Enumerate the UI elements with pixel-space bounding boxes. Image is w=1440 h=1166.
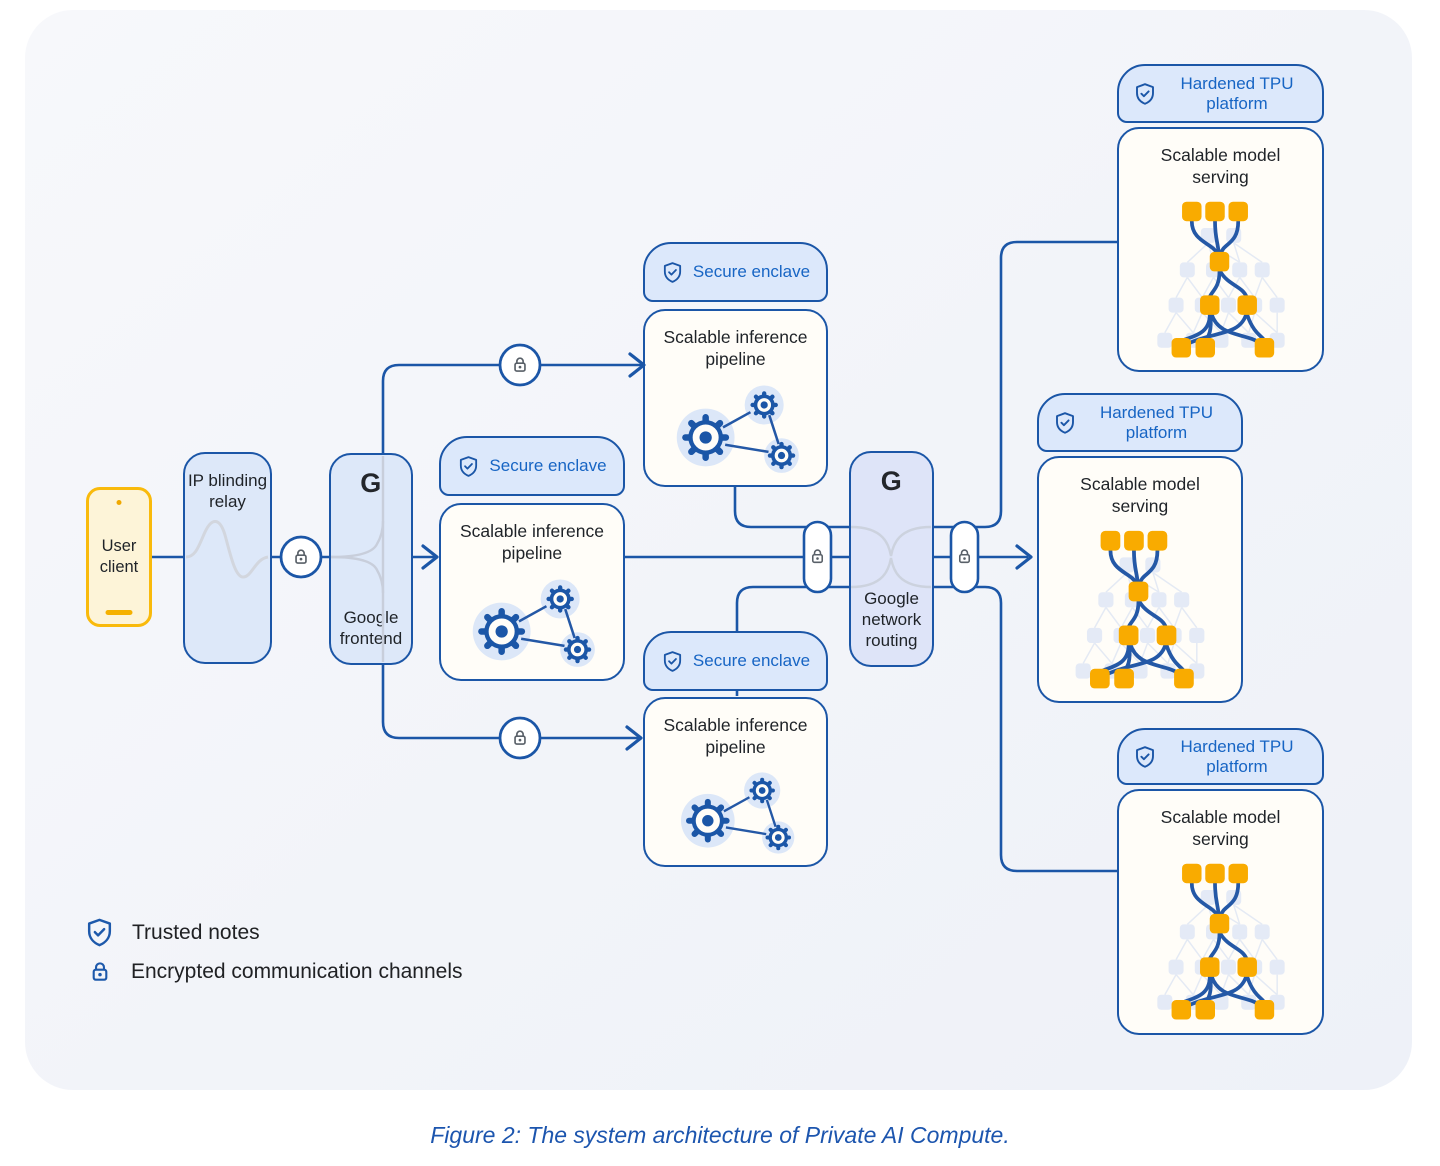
shield-check-icon [1133, 82, 1157, 106]
secure-enclave-label: Secure enclave [692, 262, 811, 282]
secure-enclave-label: Secure enclave [489, 456, 607, 476]
hardened-tpu-label: Hardened TPU platform [1180, 73, 1294, 113]
inference-pipeline-label: Scalable inference pipeline [663, 715, 808, 757]
legend-row-trusted-notes [84, 917, 260, 948]
gears-graphic [656, 371, 816, 483]
shield-check-icon [661, 261, 684, 284]
google-frontend-node [329, 453, 413, 665]
shield-check-icon [84, 917, 115, 948]
ip-blinding-relay-node [183, 452, 272, 664]
lock-icon [86, 958, 114, 986]
secure-enclave-badge-middle [439, 436, 625, 496]
google-frontend-label: Google frontend [339, 607, 403, 648]
ip-blinding-relay-label: IP blinding relay [187, 471, 268, 512]
model-serving-bottom-node [1117, 789, 1324, 1035]
hardened-tpu-badge-top [1117, 64, 1324, 123]
hardened-tpu-badge-bottom [1117, 728, 1324, 785]
legend-row-encrypted-channels [86, 958, 463, 986]
google-network-routing-node [849, 451, 934, 667]
shield-check-icon [457, 455, 480, 478]
google-g-logo: G [360, 468, 382, 498]
model-serving-label: Scalable model serving [1080, 474, 1200, 516]
hardened-tpu-badge-middle [1037, 393, 1243, 452]
user-client-label: User client [99, 536, 139, 576]
model-serving-top-node [1117, 127, 1324, 372]
legend-label: Trusted notes [132, 920, 260, 944]
shield-check-icon [661, 650, 684, 673]
secure-enclave-badge-bottom [643, 631, 828, 691]
hardened-tpu-label: Hardened TPU platform [1099, 402, 1214, 442]
user-client-node [86, 487, 152, 627]
hardened-tpu-label: Hardened TPU platform [1180, 736, 1294, 776]
secure-enclave-badge-top [643, 242, 828, 302]
google-g-logo: G [880, 466, 903, 496]
model-serving-label: Scalable model serving [1160, 145, 1281, 187]
google-network-routing-label: Google network routing [861, 588, 922, 650]
inference-pipeline-top-node [643, 309, 828, 487]
model-serving-network-graphic [1135, 189, 1307, 365]
inference-pipeline-bottom-node [643, 697, 828, 867]
phone-home-bar [106, 610, 133, 615]
shield-check-icon [1053, 411, 1077, 435]
model-serving-network-graphic [1054, 518, 1226, 696]
figure-caption: Figure 2: The system architecture of Private AI Compute. [430, 1122, 1010, 1148]
gears-graphic [452, 565, 612, 677]
legend-label: Encrypted communication channels [131, 960, 463, 983]
phone-camera-dot [117, 500, 122, 505]
model-serving-middle-node [1037, 456, 1243, 703]
model-serving-network-graphic [1135, 851, 1307, 1027]
inference-pipeline-middle-node [439, 503, 625, 681]
shield-check-icon [1133, 745, 1157, 769]
inference-pipeline-label: Scalable inference pipeline [663, 327, 808, 369]
inference-pipeline-label: Scalable inference pipeline [460, 521, 604, 563]
model-serving-label: Scalable model serving [1160, 807, 1281, 849]
secure-enclave-label: Secure enclave [692, 651, 811, 671]
gears-graphic [658, 759, 814, 863]
